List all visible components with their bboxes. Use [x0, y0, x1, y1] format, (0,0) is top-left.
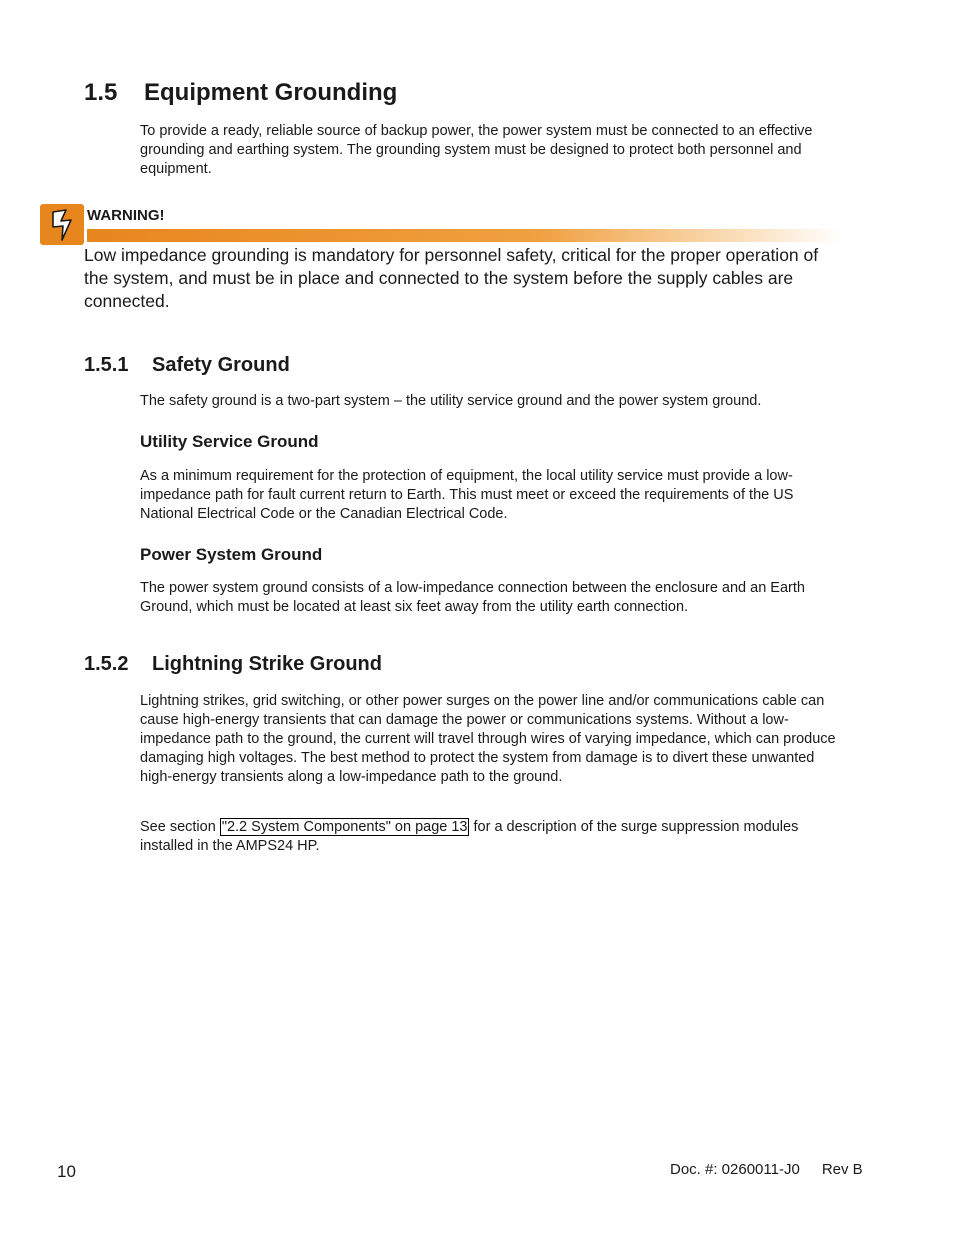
- lightning-text: Lightning strikes, grid switching, or other power surges on the power line and/or communications cable can cause high-energy transients that can damage the power or communications systems. Without a low-impedance path to the ground, the current will travel through wires of varying impedance, which can produce damaging high voltages. The best method to protect the system from damage is to divert these unwanted high-energy transients along a low-impedance path to the ground.: [140, 693, 836, 785]
- utility-service-ground-heading: Utility Service Ground: [140, 432, 319, 451]
- subsection-number: 1.5.1: [84, 354, 129, 376]
- see-section-paragraph: [140, 818, 846, 856]
- warning-bar: [87, 229, 842, 242]
- subsection-heading-lightning: [84, 653, 382, 676]
- power-system-ground-heading: Power System Ground: [140, 545, 323, 564]
- lightning-bolt-icon: [40, 204, 84, 245]
- subsection-title: Lightning Strike Ground: [152, 653, 382, 675]
- safety-ground-intro: The safety ground is a two-part system – the utility service ground and the power system ground.: [140, 393, 762, 409]
- page-number: 10: [57, 1162, 76, 1181]
- doc-number: Doc. #: 0260011-J0: [670, 1161, 800, 1178]
- utility-service-ground-text: As a minimum requirement for the protection of equipment, the local utility service must provide a low-impedance path for fault current return to Earth. This must meet or exceed the requirements of the US National Electrical Code or the Canadian Electrical Code.: [140, 468, 794, 522]
- warning-label: WARNING!: [87, 207, 165, 224]
- revision: Rev B: [821, 1161, 863, 1178]
- section-intro: To provide a ready, reliable source of backup power, the power system must be connected to an effective grounding and earthing system. The grounding system must be designed to protect both personnel and equipment.: [140, 123, 813, 177]
- subsection-title: Safety Ground: [152, 354, 290, 376]
- section-number: 1.5: [84, 79, 118, 106]
- subsection-heading-safety: [84, 354, 290, 377]
- section-heading: [84, 79, 397, 107]
- see-prefix: See section: [140, 819, 220, 835]
- section-title: Equipment Grounding: [144, 79, 398, 106]
- subsection-number: 1.5.2: [84, 653, 129, 675]
- cross-reference-link[interactable]: "2.2 System Components" on page 13: [221, 819, 468, 835]
- footer-doc-info: [670, 1161, 863, 1178]
- warning-text: Low impedance grounding is mandatory for personnel safety, critical for the proper operation of the system, and must be in place and connected to the system before the supply cables are connected.: [84, 245, 819, 311]
- see-suffix: for a description of the surge suppression modules installed in the AMPS24 HP.: [140, 819, 799, 854]
- power-system-ground-text: The power system ground consists of a low-impedance connection between the enclosure and an Earth Ground, which must be located at least six feet away from the utility earth connection.: [140, 580, 805, 615]
